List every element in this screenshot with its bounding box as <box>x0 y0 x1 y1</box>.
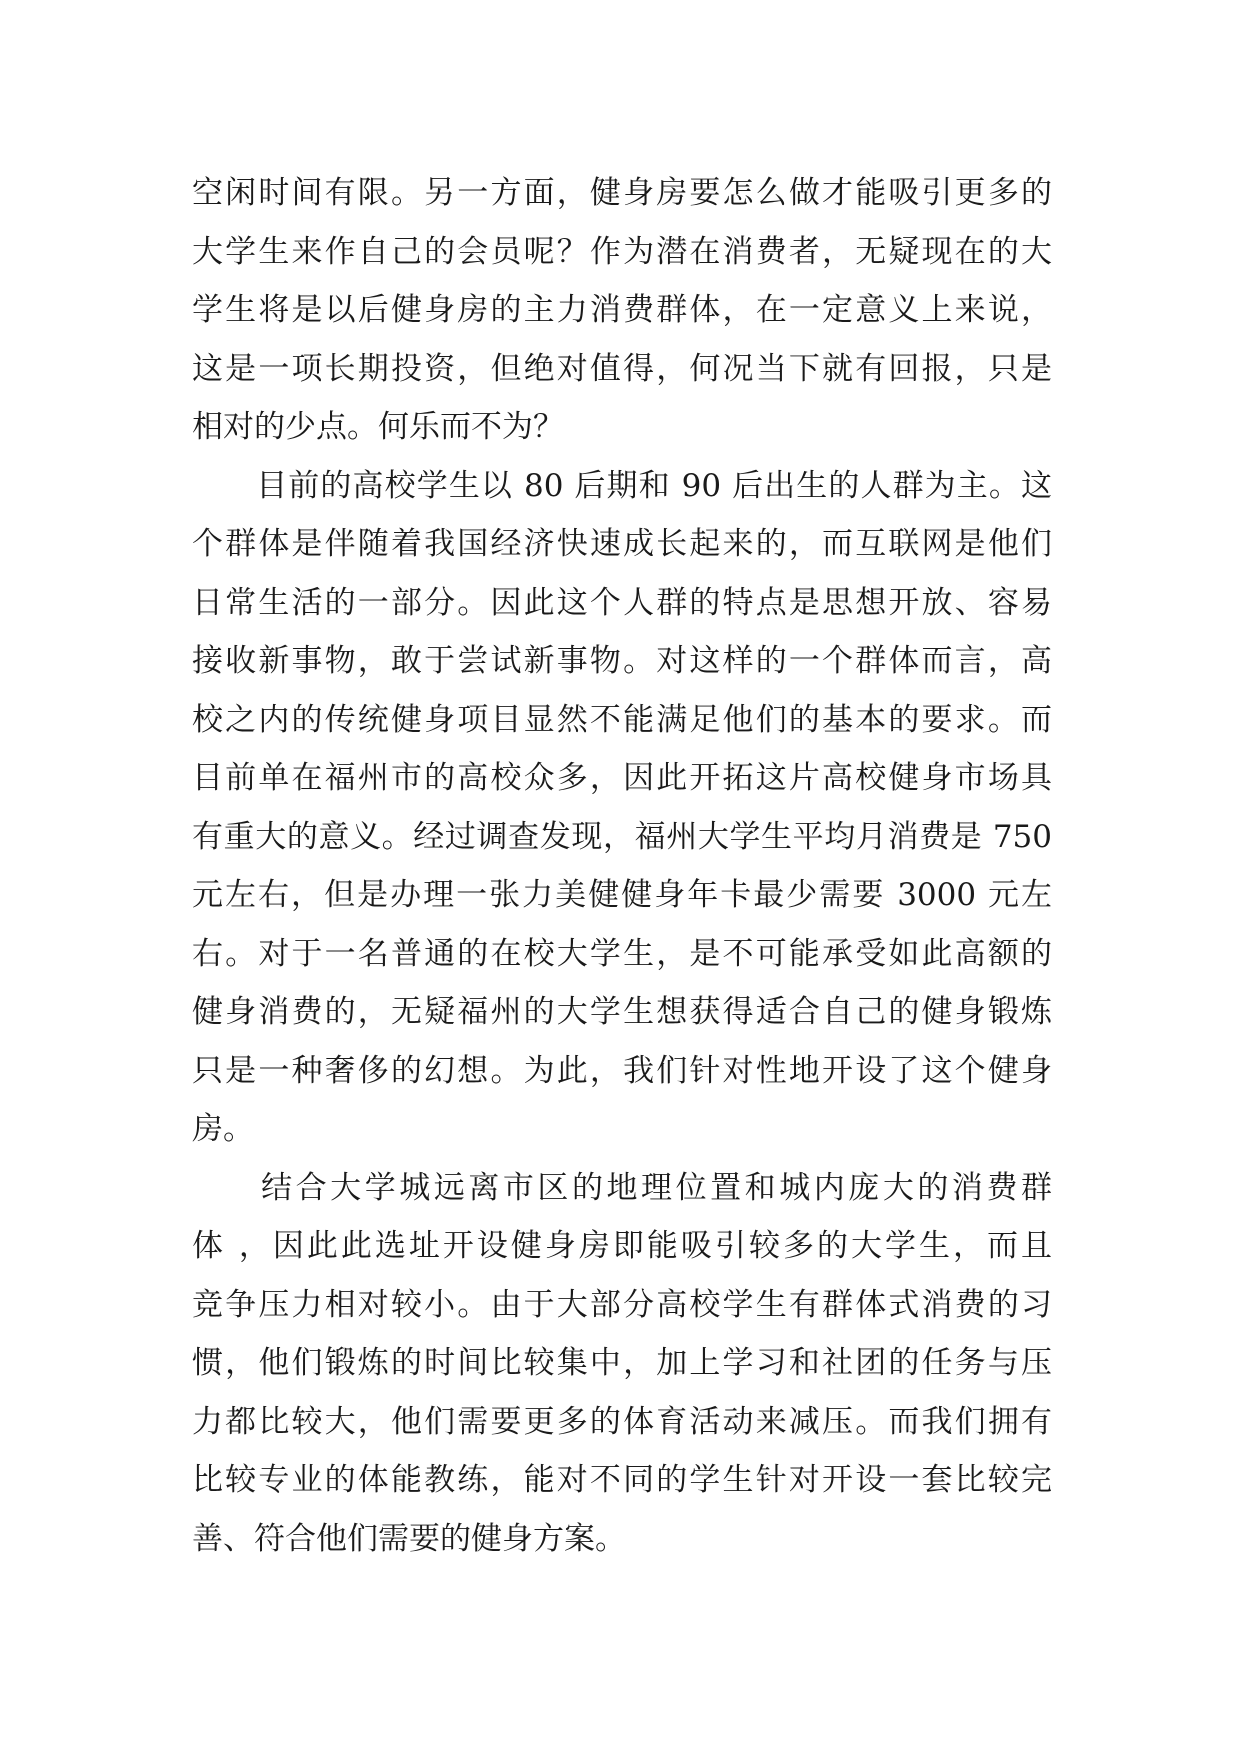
text-line: 空闲时间有限。另一方面，健身房要怎么做才能吸引更多的 <box>192 175 1052 211</box>
text-line: 目前的高校学生以 80 后期和 90 后出生的人群为主。这 <box>192 467 1052 504</box>
text-line: 大学生来作自己的会员呢？作为潜在消费者，无疑现在的大 <box>192 233 1052 270</box>
text-line: 结合大学城远离市区的地理位置和城内庞大的消费群 <box>192 1169 1052 1206</box>
text-line: 日常生活的一部分。因此这个人群的特点是思想开放、容易 <box>192 584 1052 621</box>
text-line: 目前单在福州市的高校众多，因此开拓这片高校健身市场具 <box>192 760 1052 796</box>
text-line: 校之内的传统健身项目显然不能满足他们的基本的要求。而 <box>192 701 1052 738</box>
text-line: 这是一项长期投资，但绝对值得，何况当下就有回报，只是 <box>192 350 1052 387</box>
text-line: 房。 <box>192 1111 254 1147</box>
text-line: 善、符合他们需要的健身方案。 <box>192 1520 626 1557</box>
text-line: 相对的少点。何乐而不为？ <box>192 409 564 445</box>
body-text <box>192 164 1052 1568</box>
text-line: 健身消费的，无疑福州的大学生想获得适合自己的健身锻炼 <box>192 994 1052 1030</box>
text-line: 比较专业的体能教练，能对不同的学生针对开设一套比较完 <box>192 1462 1052 1498</box>
text-line: 只是一种奢侈的幻想。为此，我们针对性地开设了这个健身 <box>192 1052 1052 1089</box>
text-line: 惯，他们锻炼的时间比较集中，加上学习和社团的任务与压 <box>192 1345 1052 1381</box>
text-line: 体 ，因此此选址开设健身房即能吸引较多的大学生，而且 <box>192 1228 1052 1264</box>
text-line: 学生将是以后健身房的主力消费群体，在一定意义上来说， <box>192 292 1052 328</box>
text-line: 右。对于一名普通的在校大学生，是不可能承受如此高额的 <box>192 935 1052 972</box>
text-line: 接收新事物，敢于尝试新事物。对这样的一个群体而言，高 <box>192 643 1052 679</box>
text-line: 竞争压力相对较小。由于大部分高校学生有群体式消费的习 <box>192 1286 1052 1323</box>
text-line: 力都比较大，他们需要更多的体育活动来减压。而我们拥有 <box>192 1403 1052 1440</box>
text-line: 个群体是伴随着我国经济快速成长起来的，而互联网是他们 <box>192 526 1052 562</box>
text-line: 有重大的意义。经过调查发现，福州大学生平均月消费是 750 <box>192 818 1052 855</box>
text-line: 元左右，但是办理一张力美健健身年卡最少需要 3000 元左 <box>192 877 1052 913</box>
